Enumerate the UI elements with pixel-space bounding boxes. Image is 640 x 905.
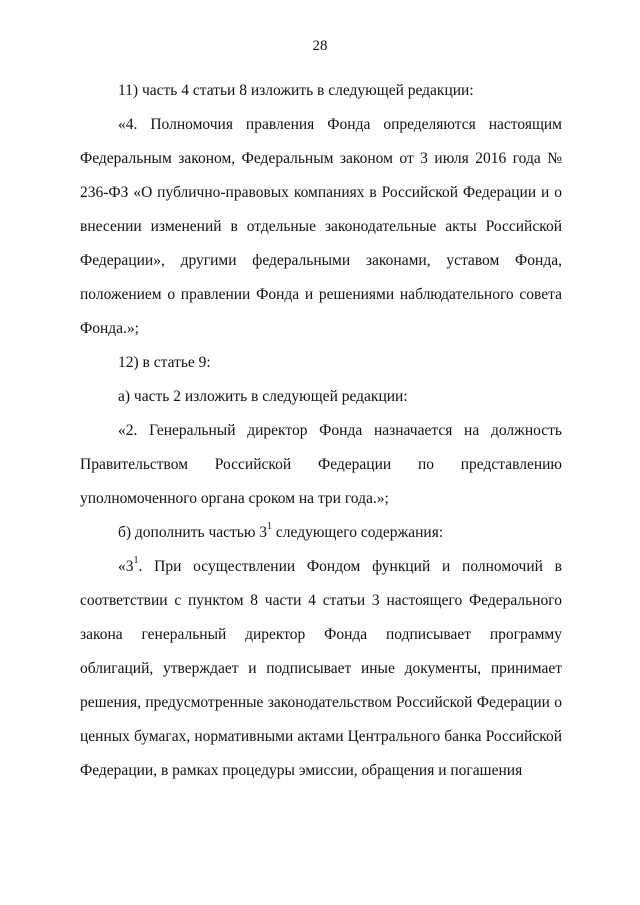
paragraph-quoted-part-4: «4. Полномочия правления Фонда определяются настоящим Федеральным законом, Федеральным законом от 3 июля 2016 года № 236-ФЗ «О публично-правовых компаниях в Российской Федерации и о внесении изменений в отдельные законодательные акты Российской Федерации», другими федеральными законами, уставом Фонда, положением о правлении Фонда и решениями наблюдательного совета Фонда.»; <box>80 116 562 337</box>
text-span: «3 <box>118 558 134 575</box>
superscript: 1 <box>133 554 139 566</box>
text-span: . При осуществлении Фондом функций и полномочий в соответствии с пунктом 8 части 4 статьи 3 настоящего Федерального закона генеральный директор Фонда подписывает программу облигаций, утверждает и подписывает иные документы, принимает решения, предусмотренные законодательством Российской Федерации о ценных бумагах, нормативными актами Центрального банка Российской Федерации, в рамках процедуры эмиссии, обращения и погашения <box>80 558 562 779</box>
document-body <box>80 74 562 788</box>
paragraph-quoted-part-3-1 <box>80 550 562 788</box>
text-span: б) дополнить частью 3 <box>118 524 268 541</box>
superscript: 1 <box>267 520 273 532</box>
text-span: следующего содержания: <box>272 524 444 541</box>
paragraph-item-12: 12) в статье 9: <box>118 354 211 371</box>
paragraph-subitem-b <box>80 516 562 550</box>
page-number: 28 <box>312 38 328 54</box>
paragraph-subitem-a: а) часть 2 изложить в следующей редакции: <box>118 388 408 405</box>
paragraph-quoted-part-2: «2. Генеральный директор Фонда назначается на должность Правительством Российской Федерации по представлению уполномоченного органа сроком на три года.»; <box>80 422 562 507</box>
paragraph-item-11: 11) часть 4 статьи 8 изложить в следующей редакции: <box>118 82 474 99</box>
